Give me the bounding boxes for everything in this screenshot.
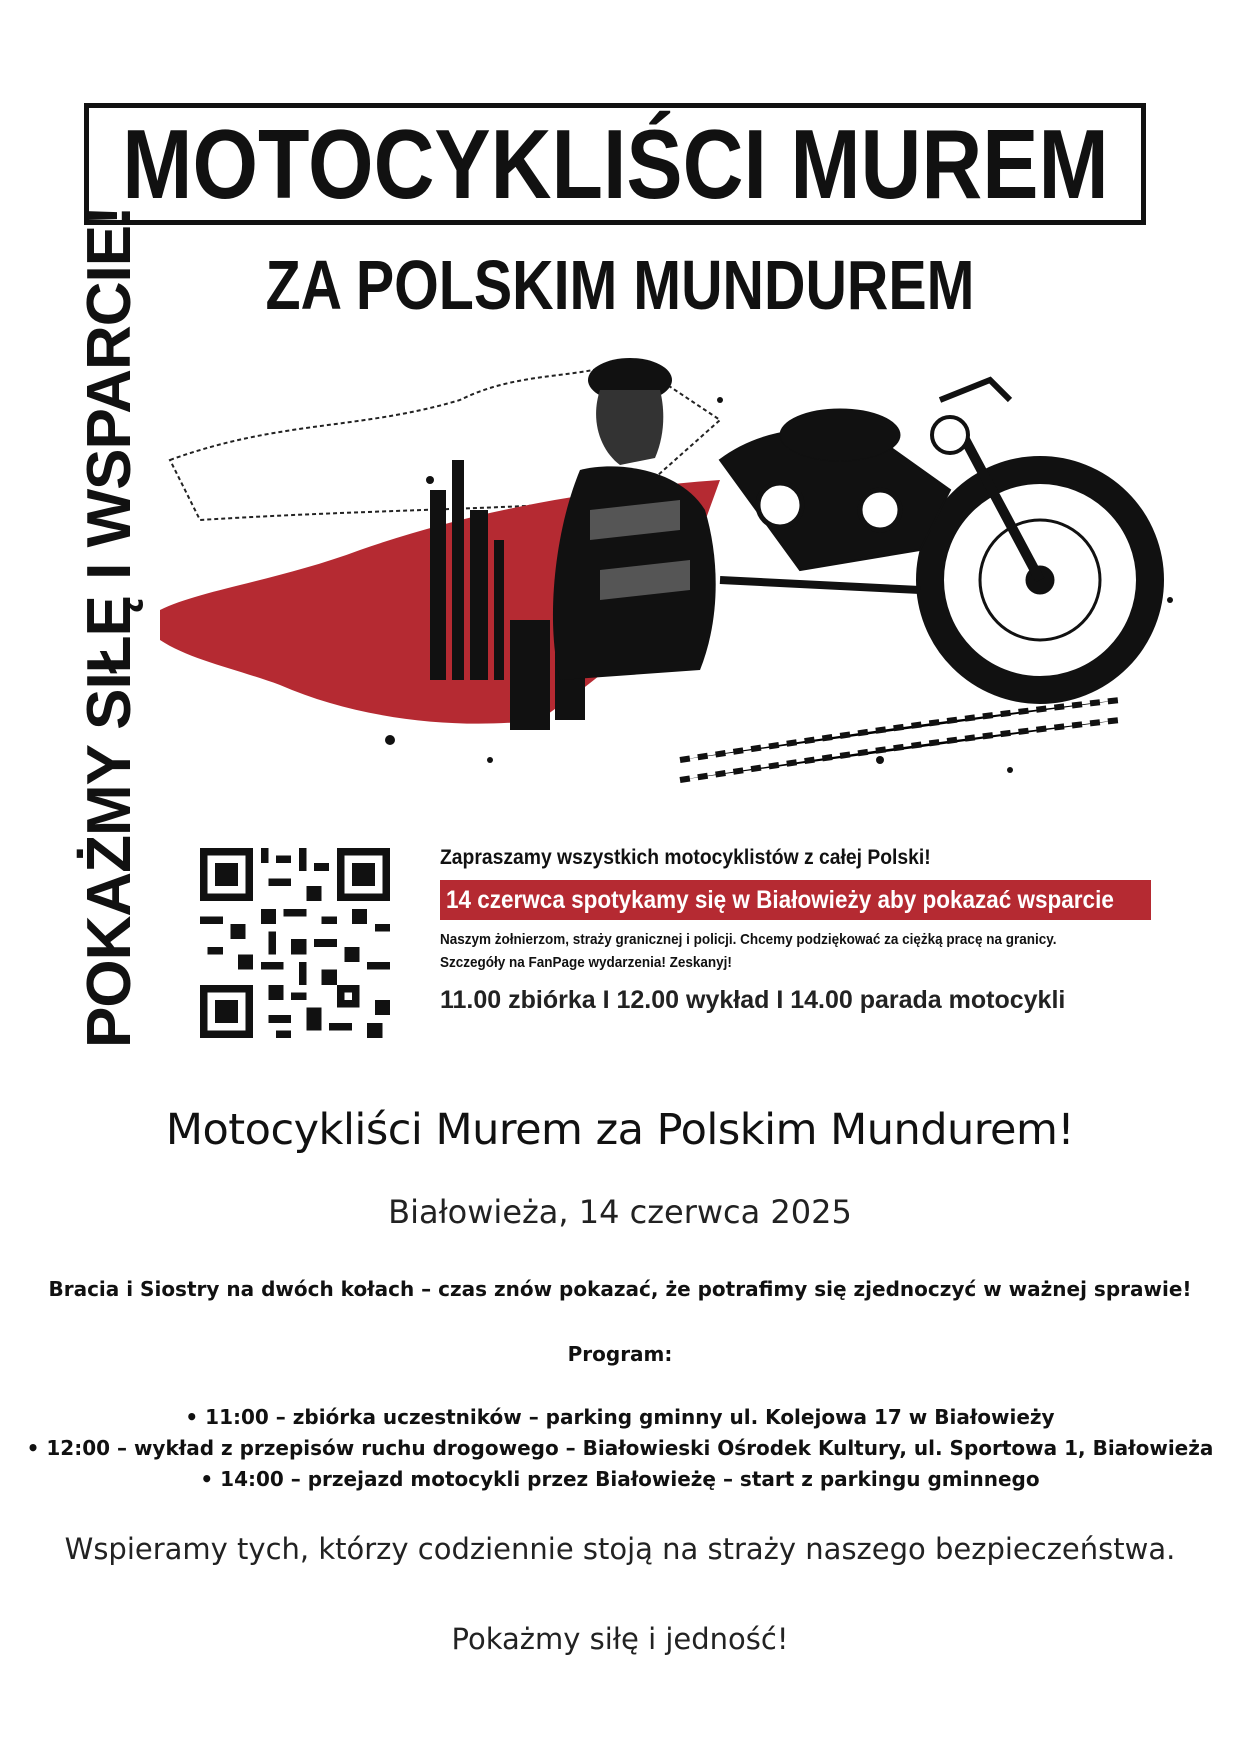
intro-text: Bracia i Siostry na dwóch kołach – czas znów pokazać, że potrafimy się zjednoczyć w ważnej sprawie! [48, 1277, 1192, 1301]
soldier-figure [553, 358, 716, 680]
motorcycle [720, 380, 1150, 690]
closing-text: Pokażmy siłę i jedność! [451, 1622, 789, 1656]
poster-subtitle: ZA POLSKIM MUNDUREM [265, 246, 975, 324]
program-item: • 12:00 – wykład z przepisów ruchu drogowego – Białowieski Ośrodek Kultury, ul. Sportowa 1, Białowieża [26, 1436, 1214, 1460]
program-list [0, 1402, 1240, 1495]
poster-schedule: 11.00 zbiórka I 12.00 wykład I 14.00 parada motocykli [440, 986, 1066, 1014]
poster-invite: Zapraszamy wszystkich motocyklistów z całej Polski! [440, 846, 931, 869]
poster-thanks-line-1: Naszym żołnierzom, straży granicznej i policji. Chcemy podziękować za ciężką pracę na granicy. [440, 931, 1057, 948]
program-label: Program: [567, 1342, 673, 1366]
vertical-slogan: POKAŻMY SIŁĘ I WSPARCIE! [75, 206, 144, 1048]
poster-banner-text: 14 czerwca spotykamy się w Białowieży aby pokazać wsparcie [446, 886, 1114, 914]
poster-title: MOTOCYKLIŚCI MUREM [121, 109, 1109, 219]
poster-date-banner [440, 880, 1151, 920]
poster-title-box [84, 103, 1146, 225]
program-item: • 14:00 – przejazd motocykli przez Białowieżę – start z parkingu gminnego [200, 1467, 1040, 1491]
support-text: Wspieramy tych, którzy codziennie stoją na straży naszego bezpieczeństwa. [64, 1532, 1176, 1566]
vertical-slogan-wrap [70, 206, 150, 1048]
poster-thanks-line-2: Szczegóły na FanPage wydarzenia! Zeskanyj! [440, 954, 732, 971]
poster-info-block [440, 846, 1160, 1015]
tire-tracks [680, 700, 1120, 780]
soldier-motorcycle-illustration [160, 340, 1220, 820]
program-item: • 11:00 – zbiórka uczestników – parking gminny ul. Kolejowa 17 w Białowieży [185, 1405, 1055, 1429]
qr-code[interactable] [200, 848, 390, 1038]
place-date: Białowieża, 14 czerwca 2025 [388, 1193, 852, 1231]
document-title: Motocykliści Murem za Polskim Mundurem! [165, 1105, 1075, 1155]
poster-thanks [440, 928, 1160, 974]
